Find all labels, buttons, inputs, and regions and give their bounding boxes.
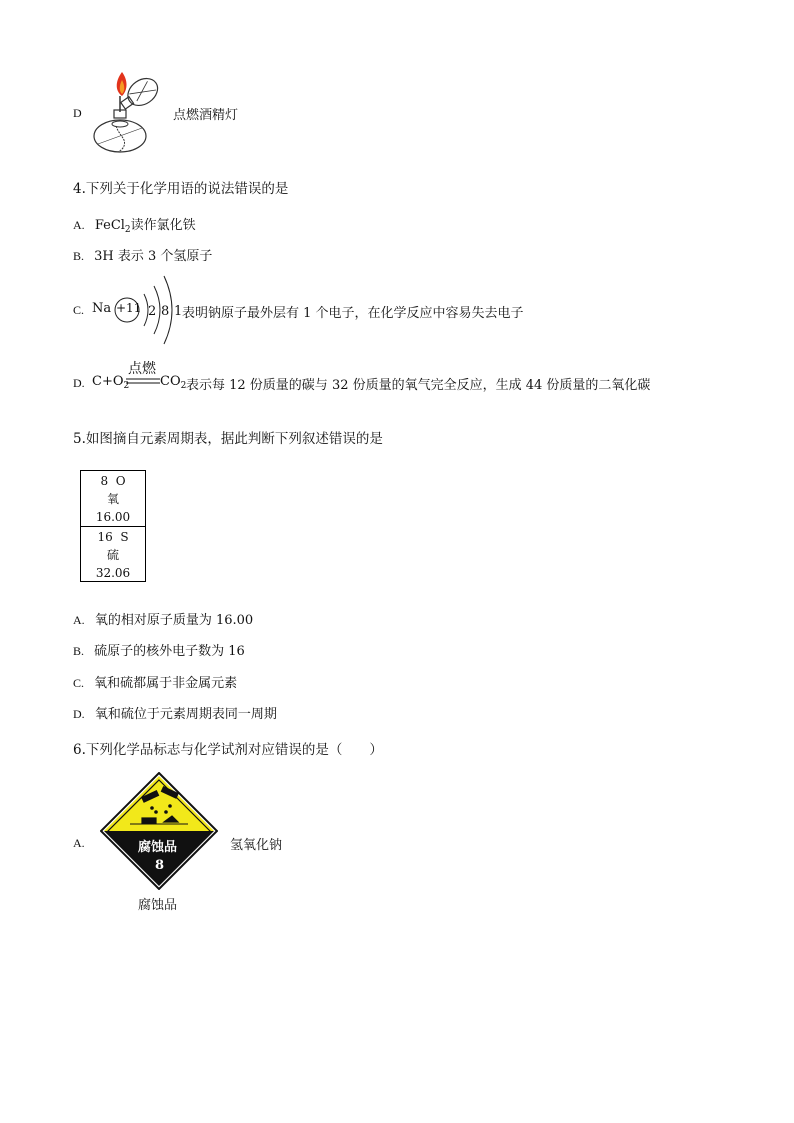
periodic-table-excerpt [80,470,146,582]
shell-electrons-2: 8 [161,304,170,319]
q5-option-b [73,640,245,659]
option-letter: B. [73,249,85,263]
element-name: 氧 [106,492,119,506]
q5-option-c [73,672,237,691]
option-letter: B. [73,644,85,658]
q4-option-c-text: 表明钠原子最外层有 1 个电子，在化学反应中容易失去电子 [182,306,524,321]
q5-option-a [73,609,253,628]
equals-sign [126,377,160,385]
option-text: 读作氯化铁 [130,218,196,233]
option-text: 硫原子的核外电子数为 16 [94,644,245,659]
element-number-symbol: 8 O [100,474,126,488]
formula-text: FeCl [94,218,125,233]
q4-option-b [73,245,212,264]
option-letter: C. [73,303,85,317]
element-cell-oxygen [81,471,145,526]
formula-fecl2 [95,218,131,233]
option-text: 氧和硫都属于非金属元素 [94,676,238,691]
equation-text: CO [160,374,181,389]
hazard-class-number: 8 [155,858,165,873]
q4-option-a [73,214,196,233]
q6-option-a-text: 氢氧化钠 [230,838,283,853]
hazard-sign-label: 腐蚀品 [138,840,178,855]
equation-text: C+O [92,374,124,389]
option-letter: D. [73,707,85,721]
equation-subscript: 2 [180,381,187,391]
q5-title: 5.如图摘自元素周期表，据此判断下列叙述错误的是 [73,431,383,447]
element-mass: 32.06 [95,566,131,580]
q4-title: 4.下列关于化学用语的说法错误的是 [73,181,289,197]
shell-electrons-1: 2 [148,304,157,319]
option-letter: C. [73,676,85,690]
equation-subscript: 2 [123,381,130,391]
equation-right [160,374,186,389]
q4-option-d-text: 表示每 12 份质量的碳与 32 份质量的氧气完全反应，生成 44 份质量的二氧化碳 [186,378,651,393]
q3-option-d-text: 点燃酒精灯 [173,108,239,123]
shell-electrons-3: 1 [174,304,183,319]
option-letter: A. [73,836,85,850]
option-letter: A. [73,218,85,232]
q5-option-d [73,703,277,722]
formula-subscript: 2 [124,225,131,235]
q6-title: 6.下列化学品标志与化学试剂对应错误的是（ ） [73,742,383,758]
q3-option-d-letter: D [73,106,82,120]
option-text: 氧和硫位于元素周期表同一周期 [94,707,277,722]
element-number-symbol: 16 S [97,530,129,544]
sign-caption: 腐蚀品 [138,898,178,913]
option-letter: A. [73,613,85,627]
nucleus-charge: +11 [116,301,142,315]
element-name: 硫 [106,548,119,562]
option-letter: D. [73,376,85,390]
option-text: 3H 表示 3 个氢原子 [94,249,213,264]
element-mass: 16.00 [95,510,131,524]
sodium-symbol: Na [92,301,112,316]
element-cell-sulfur [81,526,145,581]
equation-left [92,374,129,389]
option-text: 氧的相对原子质量为 16.00 [94,613,254,628]
reaction-condition: 点燃 [128,361,156,377]
alcohol-lamp-lighting-illustration [92,66,172,158]
